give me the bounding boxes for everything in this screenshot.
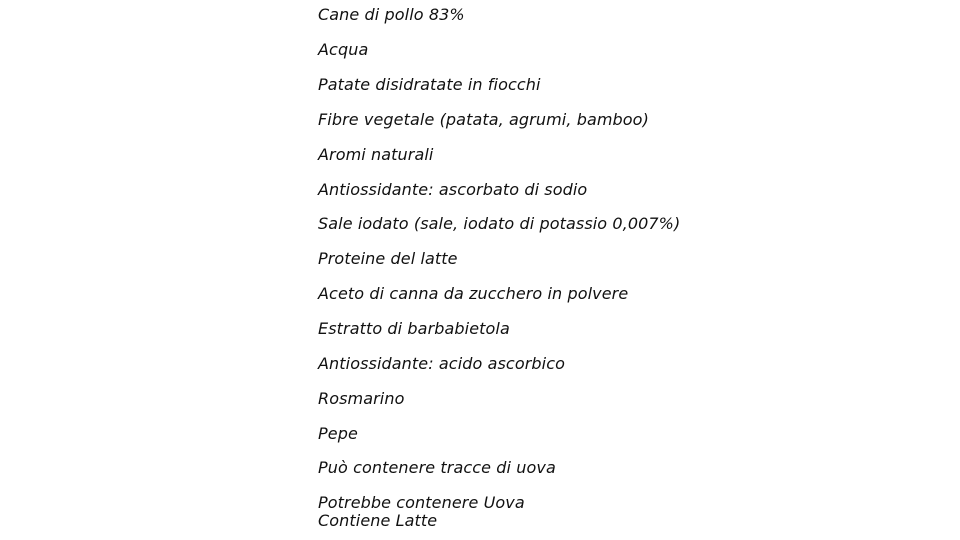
ingredient-item: Sale iodato (sale, iodato di potassio 0,007%) [318,214,681,233]
ingredient-item: Antiossidante: acido ascorbico [318,354,565,373]
ingredient-item: Rosmarino [318,389,405,408]
ingredient-item: Cane di pollo 83% [318,5,465,24]
ingredient-item: Antiossidante: ascorbato di sodio [318,180,588,199]
ingredient-item: Pepe [318,424,358,443]
ingredient-item: Aceto di canna da zucchero in polvere [318,284,629,303]
ingredient-item: Può contenere tracce di uova [318,458,556,477]
ingredient-item: Proteine del latte [318,249,458,268]
ingredient-item: Acqua [318,40,369,59]
ingredient-item: Patate disidratate in fiocchi [318,75,541,94]
ingredient-item: Aromi naturali [318,145,434,164]
ingredient-item: Potrebbe contenere Uova [318,493,525,512]
ingredient-item: Contiene Latte [318,511,438,530]
ingredient-item: Estratto di barbabietola [318,319,510,338]
ingredient-item: Fibre vegetale (patata, agrumi, bamboo) [318,110,649,129]
